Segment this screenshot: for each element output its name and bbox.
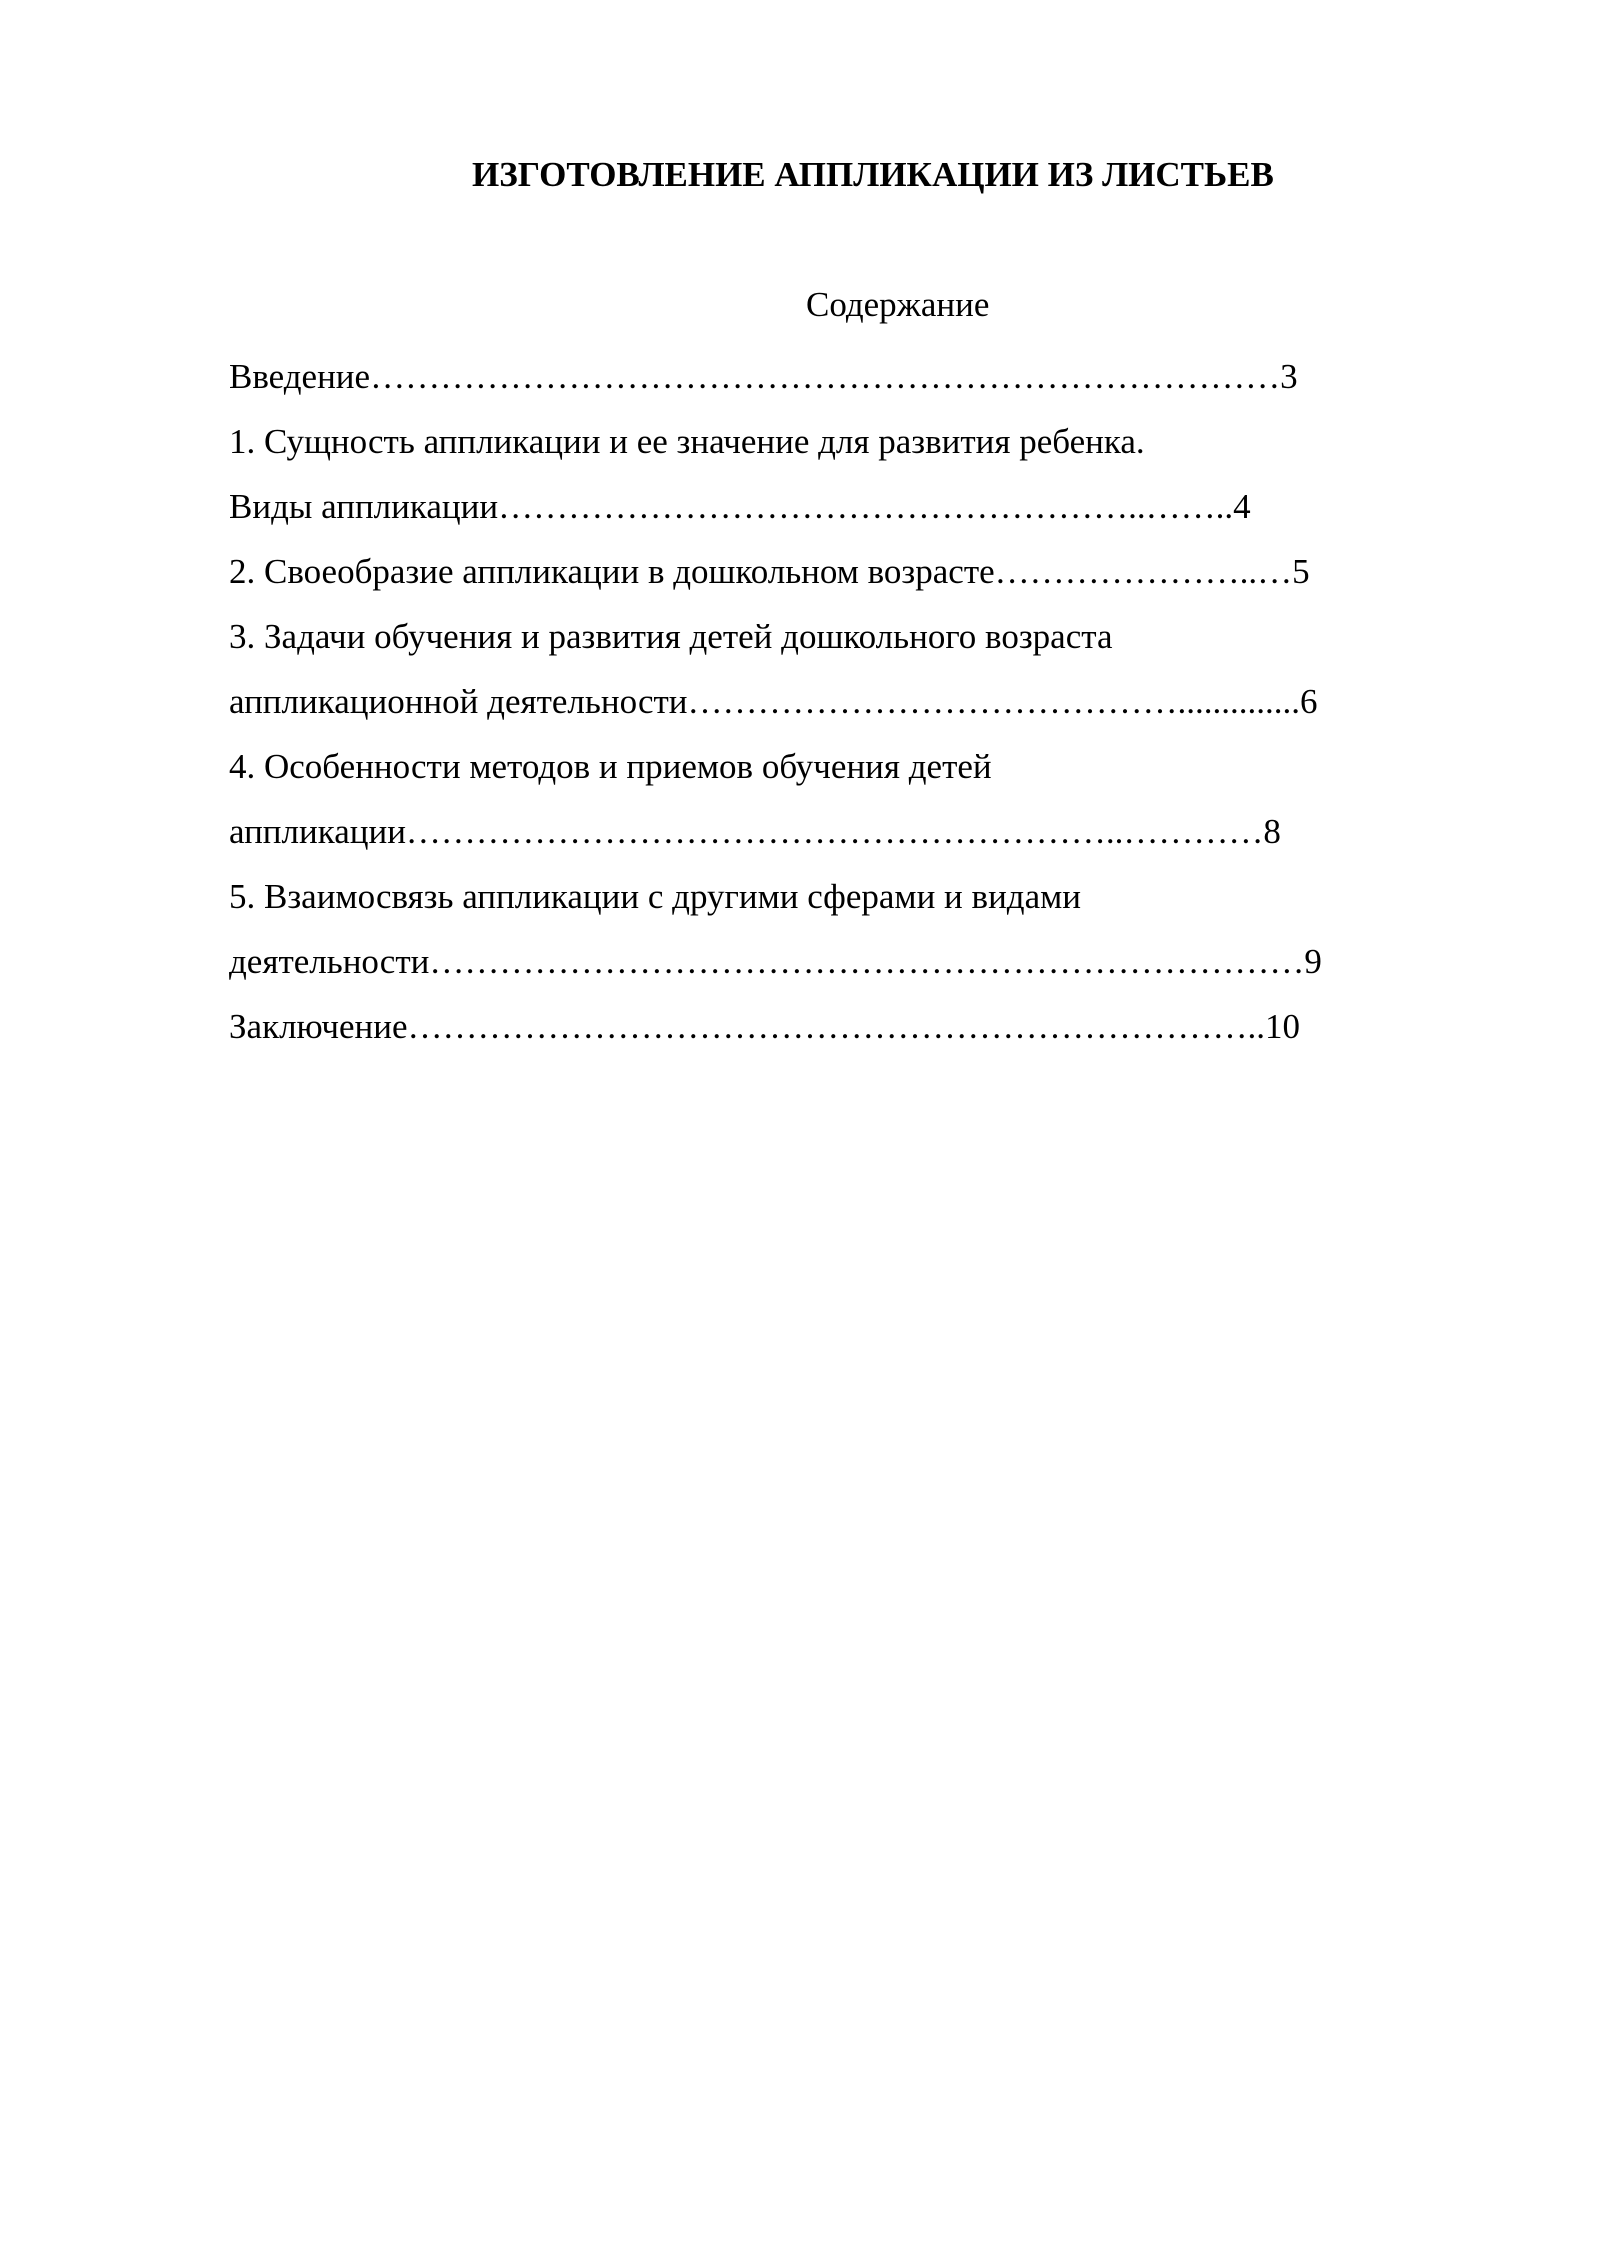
toc-line-section-4-continued: аппликации……………………………………………………..…………8 — [229, 812, 1281, 851]
toc-line-section-1: 1. Сущность аппликации и ее значение для развития ребенка. — [229, 422, 1145, 461]
toc-line-section-2: 2. Своеобразие аппликации в дошкольном возрасте…………………..…5 — [229, 552, 1310, 591]
toc-line-section-1-continued: Виды аппликации………………………………………………..……..4 — [229, 487, 1251, 526]
toc-line-conclusion: Заключение………………………………………………………………..10 — [229, 1007, 1300, 1046]
toc-line-section-3: 3. Задачи обучения и развития детей дошкольного возраста — [229, 617, 1113, 656]
table-of-contents — [229, 344, 1322, 1059]
toc-line-section-5: 5. Взаимосвязь аппликации с другими сферами и видами — [229, 877, 1082, 916]
toc-heading: Содержание — [806, 285, 990, 324]
toc-line-introduction: Введение……………………………………………………………………3 — [229, 357, 1298, 396]
document-title: ИЗГОТОВЛЕНИЕ АППЛИКАЦИИ ИЗ ЛИСТЬЕВ — [472, 155, 1274, 194]
toc-line-section-4: 4. Особенности методов и приемов обучения детей — [229, 747, 992, 786]
toc-line-section-5-continued: деятельности…………………………………………………………………9 — [229, 942, 1322, 981]
toc-line-section-3-continued: аппликационной деятельности……………………………………..............6 — [229, 682, 1318, 721]
